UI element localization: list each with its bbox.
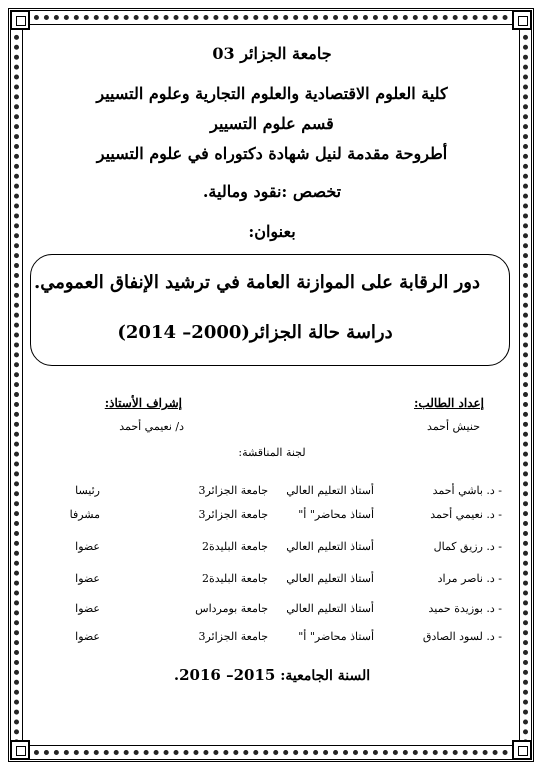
thesis-type: أطروحة مقدمة لنيل شهادة دكتوراه في علوم التسيير xyxy=(96,144,448,163)
member-name: - د. لسود الصادق xyxy=(422,630,502,643)
committee-row xyxy=(42,630,502,650)
member-name: - د. رزيق كمال xyxy=(433,540,502,553)
committee-row xyxy=(42,540,502,560)
department-name: قسم علوم التسيير xyxy=(210,114,334,133)
academic-year-value: 2015– 2016. xyxy=(173,666,276,684)
supervisor-name: د/ نعيمي أحمد xyxy=(119,420,184,433)
thesis-subtitle: دراسة حالة الجزائر(2000– 2014) xyxy=(117,322,393,343)
faculty-name: كلية العلوم الاقتصادية والعلوم التجارية وعلوم التسيير xyxy=(96,84,448,103)
member-role: عضوا xyxy=(75,572,100,585)
member-rank: أستاذ التعليم العالي xyxy=(286,540,374,553)
member-university: جامعة الجزائر3 xyxy=(198,508,268,521)
member-rank: أستاذ التعليم العالي xyxy=(286,572,374,585)
thesis-title-box xyxy=(30,254,510,366)
member-role: عضوا xyxy=(75,630,100,643)
thesis-title: دور الرقابة على الموازنة العامة في ترشيد الإنفاق العمومي. xyxy=(33,272,480,293)
member-rank: أستاذ محاضر" أ" xyxy=(298,630,374,643)
student-label: إعداد الطالب: xyxy=(413,396,484,410)
member-university: جامعة بومرداس xyxy=(195,602,268,615)
title-label: بعنوان: xyxy=(248,222,296,241)
member-university: جامعة البليدة2 xyxy=(202,572,268,585)
corner-ornament xyxy=(10,740,30,760)
member-university: جامعة الجزائر3 xyxy=(198,484,268,497)
committee-row xyxy=(42,602,502,622)
member-name: - د. بوزيدة حميد xyxy=(428,602,502,615)
member-name: - د. ناصر مراد xyxy=(437,572,502,585)
corner-ornament xyxy=(512,10,532,30)
member-role: عضوا xyxy=(75,540,100,553)
member-rank: أستاذ التعليم العالي xyxy=(286,484,374,497)
student-name: حنيش أحمد xyxy=(427,420,480,433)
specialty: تخصص :نقود ومالية. xyxy=(202,182,342,201)
member-role: مشرفا xyxy=(69,508,100,521)
member-name: - د. باشي أحمد xyxy=(432,484,502,497)
committee-row xyxy=(42,508,502,528)
university-name: جامعة الجزائر 03 xyxy=(212,44,332,63)
corner-ornament xyxy=(512,740,532,760)
academic-year-label: السنة الجامعية: xyxy=(280,668,371,684)
member-role: رئيسا xyxy=(75,484,100,497)
corner-ornament xyxy=(10,10,30,30)
member-university: جامعة البليدة2 xyxy=(202,540,268,553)
committee-row xyxy=(42,572,502,592)
member-name: - د. نعيمي أحمد xyxy=(430,508,502,521)
member-rank: أستاذ محاضر" أ" xyxy=(298,508,374,521)
member-rank: أستاذ التعليم العالي xyxy=(286,602,374,615)
supervisor-label: إشراف الأستاذ: xyxy=(104,396,182,410)
member-role: عضوا xyxy=(75,602,100,615)
member-university: جامعة الجزائر3 xyxy=(198,630,268,643)
committee-title: لجنة المناقشة: xyxy=(238,446,306,459)
academic-year xyxy=(0,666,544,684)
committee-row xyxy=(42,484,502,504)
